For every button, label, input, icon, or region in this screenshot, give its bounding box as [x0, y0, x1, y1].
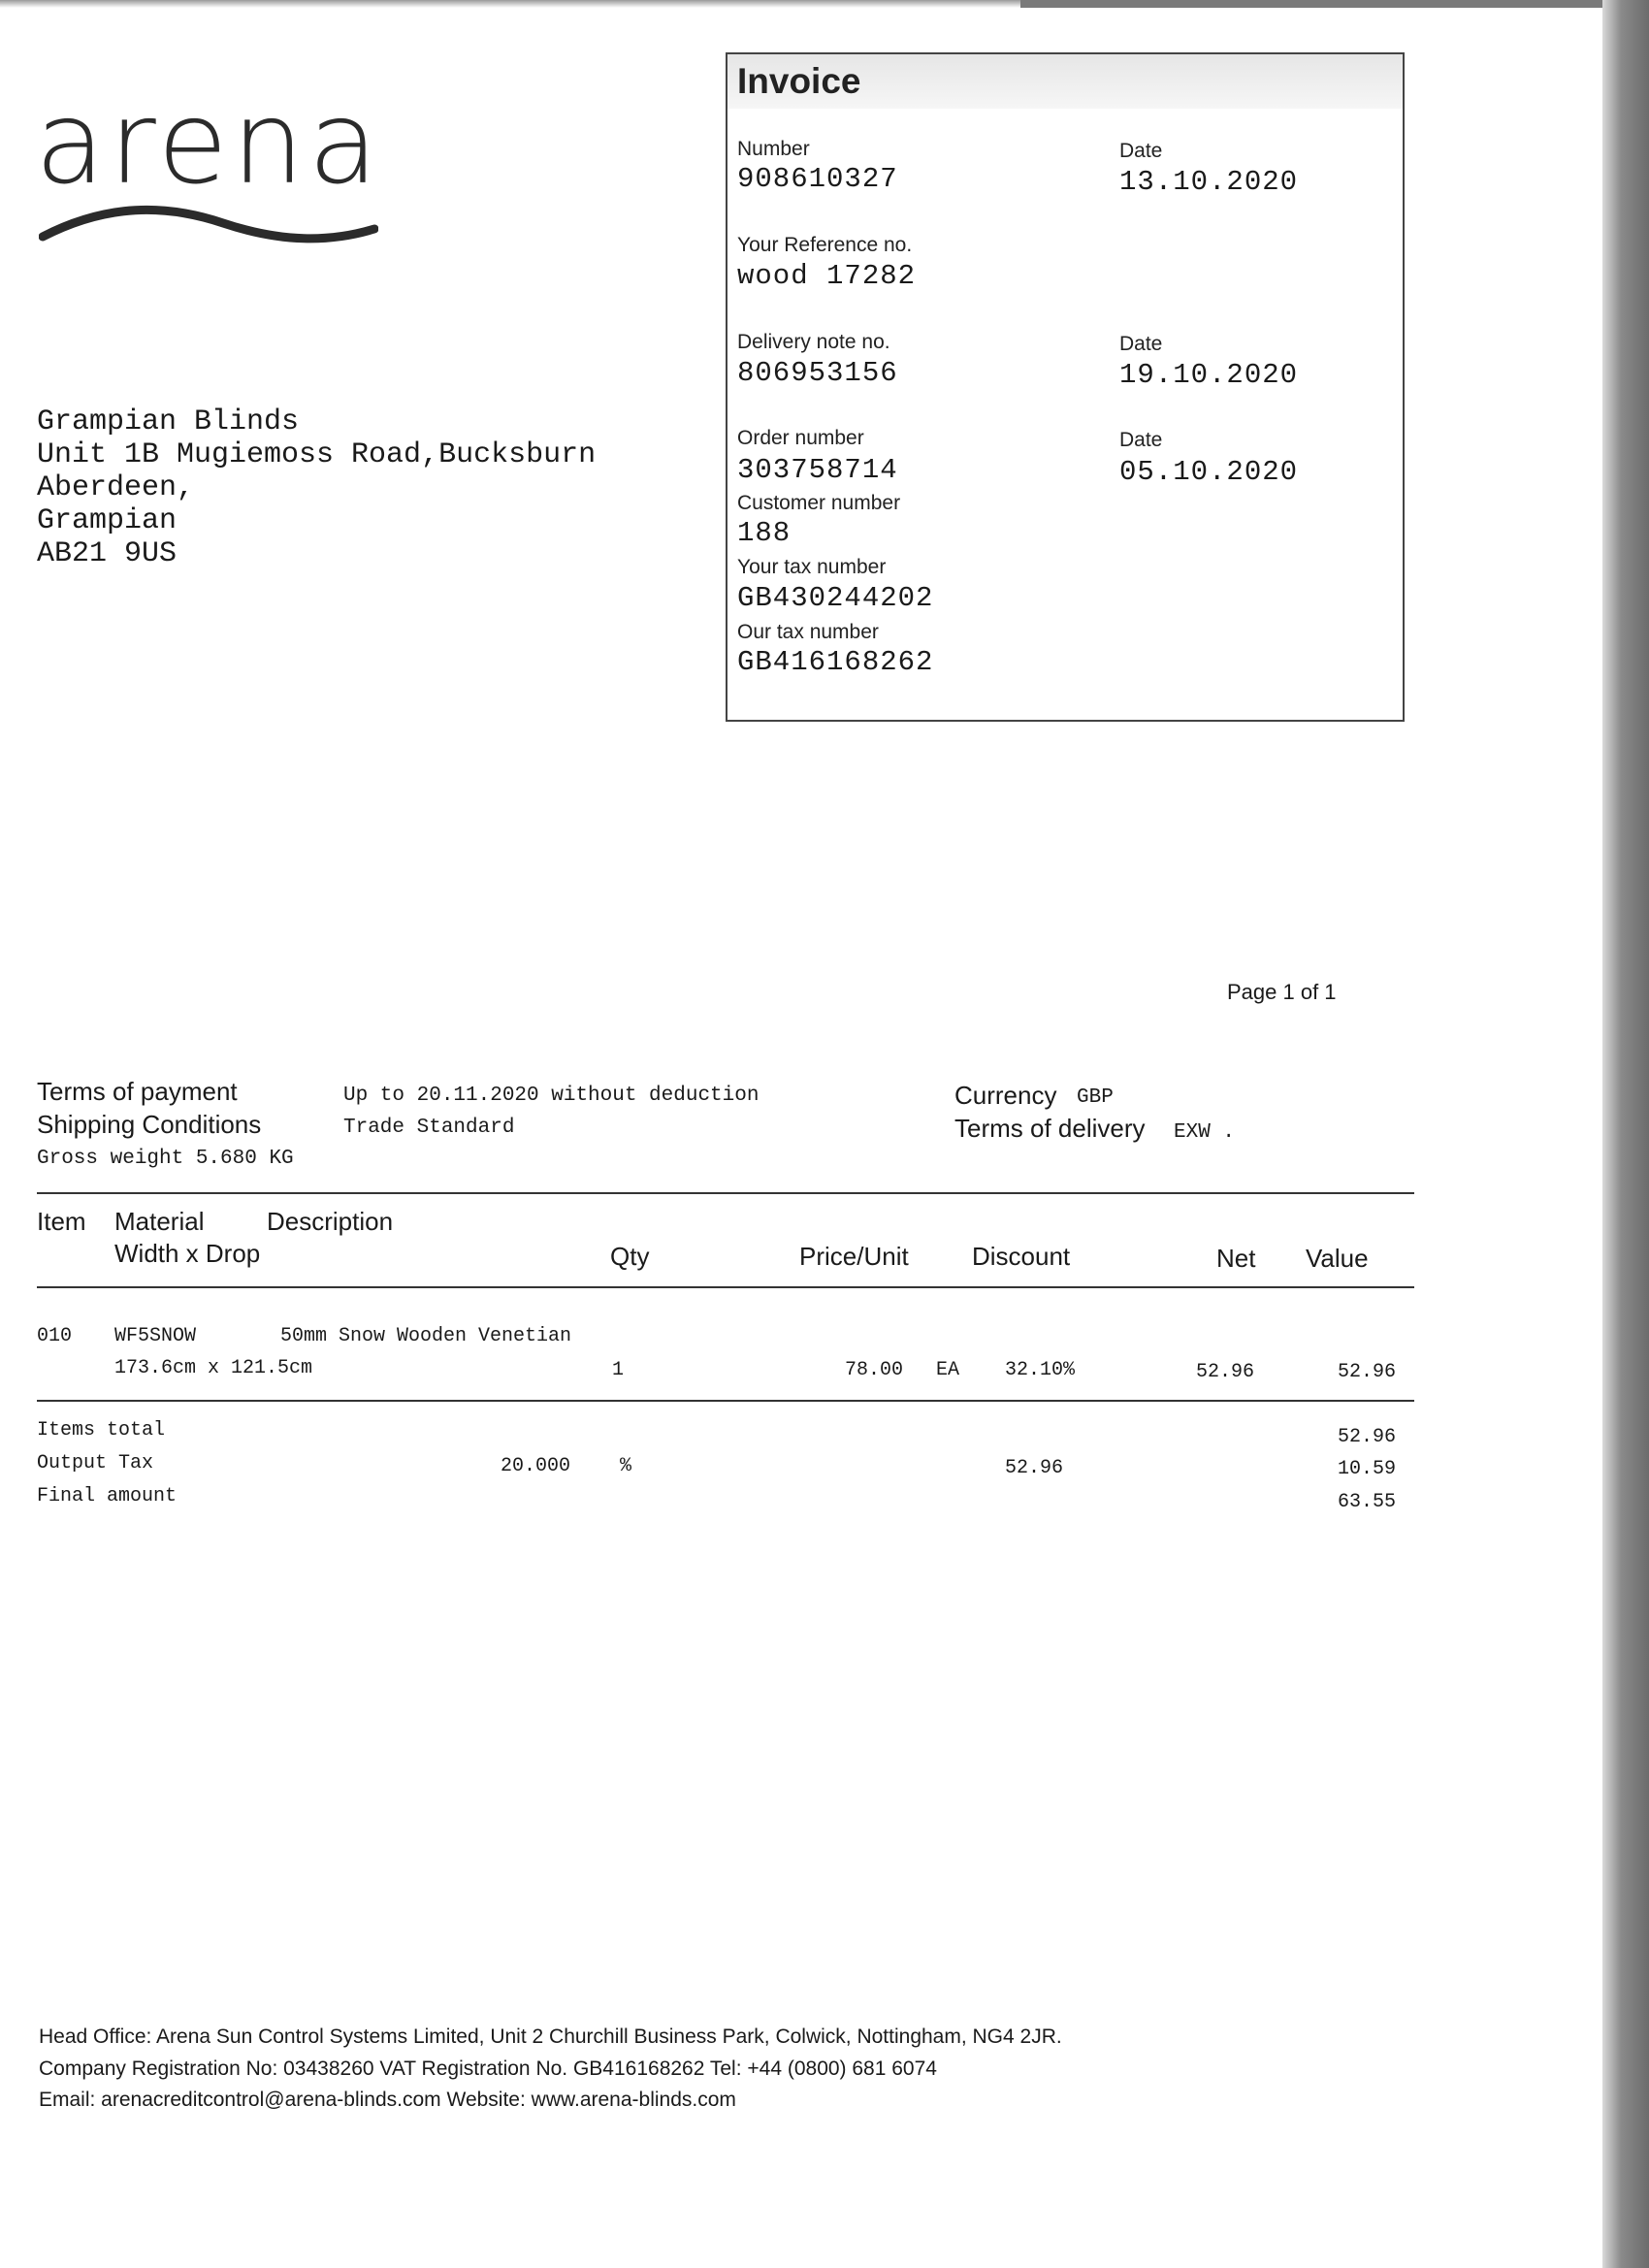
- row-net: 52.96: [1196, 1361, 1255, 1383]
- address-line: Unit 1B Mugiemoss Road,Bucksburn: [37, 438, 597, 471]
- customer-number: 188: [737, 517, 792, 549]
- gross-weight: Gross weight 5.680 KG: [37, 1148, 294, 1170]
- totals-rule: [37, 1400, 1414, 1402]
- items-total-value: 52.96: [1338, 1426, 1397, 1448]
- final-amount-value: 63.55: [1338, 1491, 1397, 1513]
- col-header-value: Value: [1306, 1244, 1369, 1273]
- final-amount-label: Final amount: [37, 1485, 178, 1507]
- row-value: 52.96: [1338, 1361, 1397, 1383]
- address-line: Grampian: [37, 504, 178, 537]
- terms-of-delivery-value: EXW .: [1174, 1121, 1236, 1144]
- your-tax-number: GB430244202: [737, 582, 934, 614]
- company-logo-text: arena: [35, 76, 382, 210]
- col-header-item: Item: [37, 1207, 86, 1236]
- address-line: AB21 9US: [37, 537, 178, 570]
- footer-head-office: Head Office: Arena Sun Control Systems Limited, Unit 2 Churchill Business Park, Colwick, Nottingham, NG4 2JR.: [39, 2025, 1062, 2048]
- your-tax-number-label: Your tax number: [737, 556, 887, 578]
- recipient-address: [37, 405, 596, 570]
- page-indicator: Page 1 of 1: [1227, 980, 1337, 1004]
- your-reference: wood 17282: [737, 260, 917, 292]
- currency-value: GBP: [1077, 1086, 1114, 1109]
- terms-of-payment-value: Up to 20.11.2020 without deduction: [343, 1085, 760, 1107]
- invoice-date-label: Date: [1119, 140, 1163, 162]
- col-header-price-unit: Price/Unit: [799, 1242, 909, 1271]
- order-number-label: Order number: [737, 427, 864, 449]
- scan-top-edge: [0, 0, 1649, 8]
- output-tax-percent-sign: %: [620, 1455, 632, 1477]
- footer-contact: Email: arenacreditcontrol@arena-blinds.com Website: www.arena-blinds.com: [39, 2089, 736, 2111]
- table-top-rule: [37, 1192, 1414, 1194]
- items-total-label: Items total: [37, 1419, 166, 1442]
- row-price: 78.00: [845, 1359, 904, 1381]
- footer-registration: Company Registration No: 03438260 VAT Registration No. GB416168262 Tel: +44 (0800) 681 6074: [39, 2057, 937, 2080]
- col-header-discount: Discount: [972, 1242, 1071, 1271]
- delivery-note-number: 806953156: [737, 357, 898, 389]
- invoice-details-box: [726, 52, 1405, 722]
- terms-of-payment-label: Terms of payment: [37, 1077, 238, 1106]
- output-tax-base: 52.96: [1005, 1457, 1064, 1479]
- order-date-label: Date: [1119, 429, 1163, 451]
- output-tax-value: 10.59: [1338, 1458, 1397, 1480]
- invoice-number: 908610327: [737, 163, 898, 195]
- delivery-date-label: Date: [1119, 333, 1163, 355]
- output-tax-label: Output Tax: [37, 1452, 154, 1474]
- row-unit: EA: [936, 1359, 960, 1381]
- invoice-number-label: Number: [737, 138, 810, 160]
- row-qty: 1: [612, 1359, 625, 1381]
- currency-label: Currency: [954, 1081, 1057, 1110]
- order-number: 303758714: [737, 454, 898, 486]
- terms-of-delivery-label: Terms of delivery: [954, 1114, 1146, 1143]
- order-date: 05.10.2020: [1119, 456, 1299, 488]
- output-tax-rate: 20.000: [501, 1455, 571, 1477]
- row-description: 50mm Snow Wooden Venetian: [280, 1325, 572, 1347]
- address-line: Aberdeen,: [37, 471, 195, 504]
- shipping-conditions-value: Trade Standard: [343, 1117, 515, 1139]
- row-material: WF5SNOW: [114, 1325, 197, 1347]
- invoice-date: 13.10.2020: [1119, 166, 1299, 198]
- your-reference-label: Your Reference no.: [737, 234, 913, 256]
- our-tax-number: GB416168262: [737, 646, 934, 678]
- delivery-date: 19.10.2020: [1119, 359, 1299, 391]
- shipping-conditions-label: Shipping Conditions: [37, 1110, 262, 1139]
- delivery-note-label: Delivery note no.: [737, 331, 890, 353]
- scan-right-edge: [1602, 0, 1649, 2268]
- col-header-description: Description: [267, 1207, 394, 1236]
- col-header-qty: Qty: [610, 1242, 650, 1271]
- customer-number-label: Customer number: [737, 492, 901, 514]
- col-header-net: Net: [1216, 1244, 1256, 1273]
- table-header-rule: [37, 1286, 1414, 1288]
- row-discount: 32.10%: [1005, 1359, 1076, 1381]
- col-header-width-drop: Width x Drop: [114, 1239, 261, 1268]
- our-tax-number-label: Our tax number: [737, 621, 879, 643]
- col-header-material: Material: [114, 1207, 205, 1236]
- logo-wave-icon: [39, 194, 378, 252]
- invoice-title: Invoice: [728, 54, 1403, 109]
- row-item: 010: [37, 1325, 73, 1347]
- row-dimensions: 173.6cm x 121.5cm: [114, 1357, 313, 1379]
- address-line: Grampian Blinds: [37, 405, 300, 438]
